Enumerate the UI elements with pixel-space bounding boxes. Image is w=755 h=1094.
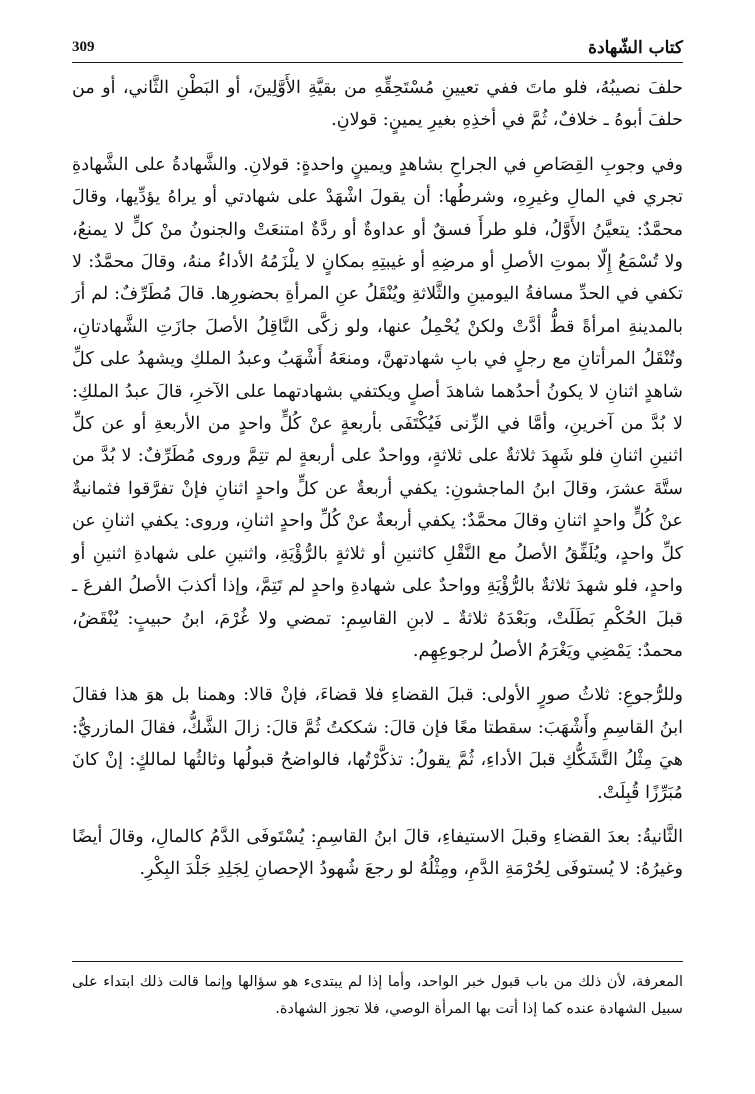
main-text — [72, 72, 683, 898]
footnotes — [72, 968, 683, 1022]
paragraph: حلفَ نصيبُهُ، فلو ماتَ ففي تعيينِ مُسْتَحِقِّهِ من بقيَّةِ الأَوَّلِينَ، أو البَطْنِ الثَّاني، أو من حلفَ أبوهُ ـ خلافٌ، ثُمَّ في أخذِهِ بغيرِ يمينٍ: قولانِ. — [72, 78, 683, 131]
paragraph: الثَّانيةُ: بعدَ القضاءِ وقبلَ الاستيفاءِ، قالَ ابنُ القاسِمِ: يُسْتَوفَى الدَّمُ كالمالِ، وقالَ أيضًا وغيرُهُ: لا يُستوفَى لِحُرْمَةِ الدَّمِ، ومِثْلُهُ لو رجعَ شُهودُ الإحصانِ لِجَلِدِ جَلْدَ البِكْرِ. — [72, 826, 683, 880]
running-title: كتاب الشّهادة — [588, 38, 683, 58]
footnote: المعرفة، لأن ذلك من باب قبول خبر الواحد، وأما إذا لم يبتدىء هو سؤالها وإنما قالت ذلك ابتداء على سبيل الشهادة عنده كما إذا أتت بها المرأة الوصي، فلا تجوز الشهادة. — [72, 973, 683, 1017]
page-number: 309 — [72, 39, 95, 55]
footnote-divider — [72, 961, 683, 962]
paragraph: وفي وجوبِ القِصَاصِ في الجراحِ بشاهدٍ ويمينٍ واحدةٍ: قولانِ. والشَّهادةُ على الشَّهادةِ تجري في المالِ وغيرِهِ، وشرطُها: أن يقولَ اشْهَدْ على شهادتي أو يراهُ يؤدِّيها، وقالَ محمَّدٌ: يتعيَّنُ الأَوَّلُ، فلو طرأَ فسقٌ أو عداوةٌ أو ردَّةٌ امتنعَتْ والجنونُ منْ كلٍّ لا يمنعُ، ولا تُسْمَعُ إِلّا بموتِ الأصلِ أو مرضِهِ أو غيبتِهِ بمكانٍ لا يلْزَمُهُ الأداءُ منهُ، وقالَ محمَّدٌ: لا تكفي في الحدِّ مسافةُ اليومينِ والثَّلاثةِ ويُنْقَلُ عنِ المرأةِ بحضورِها. قالَ مُطَرِّفٌ: لم أرَ بالمدينةِ امرأةً قطُّ أدَّتْ ولكنْ يُحْمِلُ عنها، ولو زكَّى النَّاقِلُ الأصلَ جازَتِ الشَّهادتانِ، وتُنْقَلُ المرأتانِ مع رجلٍ في بابِ شهادتهنَّ، ومنعَهُ أَشْهَبُ وعبدُ الملكِ ويشهدُ على كلِّ شاهدٍ اثنانِ لا يكونُ أحدُهما شاهدَ أصلٍ ويكتفي بشهادتهما على الآخرِ، قالَ عبدُ الملكِ: لا بُدَّ من آخرينِ، وأمَّا في الزِّنى فَيُكْتَفَى بأربعةٍ عنْ كُلٍّ واحدٍ من الأربعةِ أو عن كلِّ اثنينِ اثنانِ فلو شَهِدَ ثلاثةٌ على ثلاثةٍ، وواحدٌ على أربعةٍ لم تتِمَّ وروى مُطَرِّفٌ: لا بُدَّ من ستَّةَ عشرَ، وقالَ ابنُ الماجشونِ: يكفي أربعةٌ عن كلٍّ واحدٍ اثنانِ فإنْ تفرَّقوا فثمانيةٌ عنْ كُلٍّ واحدٍ اثنانِ وقالَ محمَّدٌ: يكفي أربعةٌ عنْ كُلِّ واحدٍ اثنانِ، وروى: يكفي اثنانِ عن كلِّ واحدٍ، ويُلَفِّقُ الأصلُ مع النَّقْلِ كاثنينِ أو ثلاثةٍ بالرُّؤْيَةِ، واثنينِ على شهادةِ اثنينِ أو واحدٍ، فلو شهدَ ثلاثةٌ بالرُّؤْيَةِ وواحدٌ على شهادةِ واحدٍ لم تَتِمَّ، وإذا أكذبَ الأصلُ الفرعَ ـ قبلَ الحُكْمِ بَطَلَتْ، وبَعْدَهُ ثلاثةٌ ـ لابنِ القاسِمِ: تمضي ولا غُرْمَ، ابنُ حبيبٍ: يُنْقَضُ، محمدٌ: يَمْضِي ويَغْرَمُ الأصلُ لرجوعِهِم. — [72, 154, 683, 661]
paragraph: وللرُّجوعِ: ثلاثُ صورٍ الأولى: قبلَ القضاءِ فلا قضاءَ، فإنْ قالا: وهمنا بل هوَ هذا فقالَ ابنُ القاسِمِ وأَشْهَبَ: سقطتا معًا فإن قالَ: شككتُ ثُمَّ قالَ: زالَ الشَّكُّ، فقالَ المازريُّ: هيَ مِثْلُ التَّشَكُّكِ قبلَ الأداءِ، ثُمَّ يقولُ: تذكَّرْتُها، فالواضحُ قبولُها وثالثُها لمالكٍ: إنْ كانَ مُبَرِّزًا قُبِلَتْ. — [72, 685, 683, 803]
page-header — [72, 30, 683, 63]
